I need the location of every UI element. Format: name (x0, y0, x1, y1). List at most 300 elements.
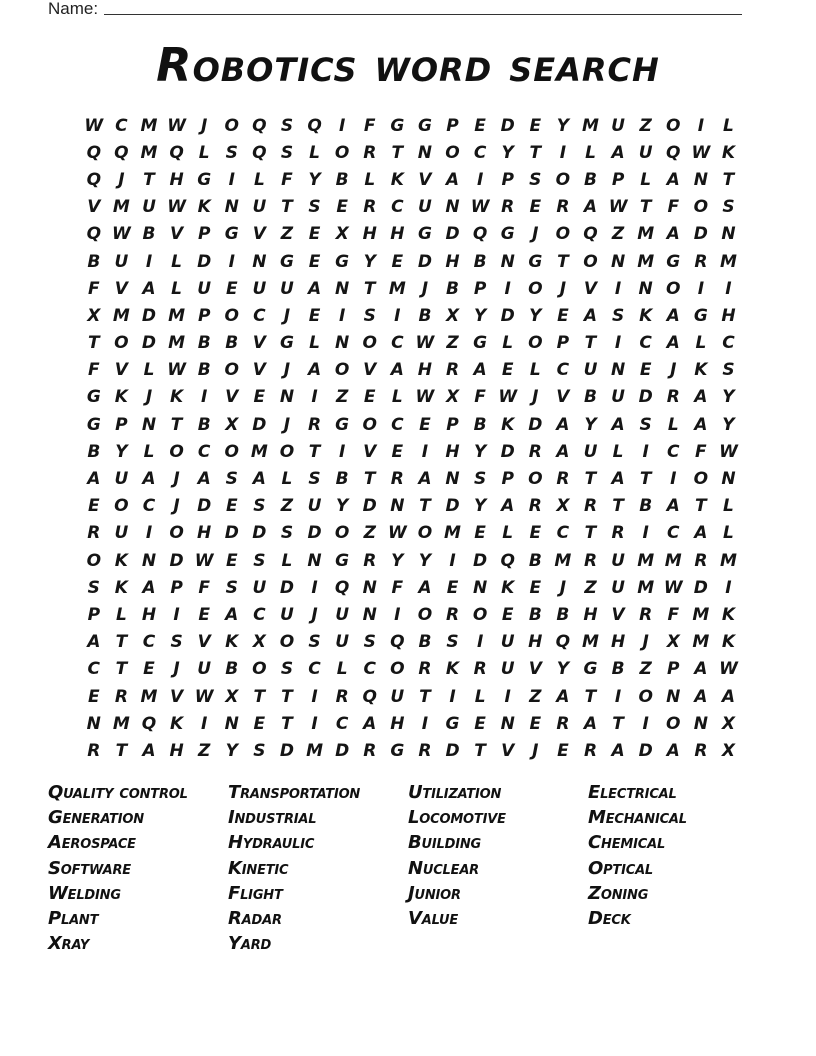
grid-letter: D (638, 740, 653, 761)
grid-letter: V (501, 740, 515, 761)
grid-letter: B (197, 333, 211, 354)
grid-letter: W (167, 197, 186, 218)
grid-letter: Z (280, 496, 294, 517)
grid-letter: B (225, 333, 239, 354)
grid-letter: C (197, 441, 211, 462)
grid-letter: M (250, 441, 268, 462)
grid-letter: C (308, 659, 321, 680)
grid-letter: I (725, 278, 732, 299)
grid-letter: L (695, 333, 707, 354)
grid-letter: D (335, 740, 350, 761)
grid-letter: R (445, 360, 460, 381)
grid-letter: V (197, 632, 211, 653)
grid-letter: D (279, 577, 295, 598)
grid-letter: U (611, 577, 625, 598)
grid-letter: K (445, 659, 460, 680)
word-item: Junior (408, 882, 461, 904)
grid-letter: I (394, 604, 401, 625)
grid-letter: O (528, 333, 543, 354)
grid-letter: M (637, 550, 655, 571)
grid-letter: I (311, 686, 318, 707)
grid-letter: L (281, 550, 293, 571)
grid-letter: S (308, 469, 321, 490)
grid-letter: G (197, 169, 212, 190)
grid-letter: V (363, 441, 377, 462)
grid-letter: X (721, 740, 735, 761)
grid-letter: O (279, 632, 295, 653)
grid-letter: E (529, 577, 542, 598)
grid-letter: N (335, 333, 350, 354)
grid-letter: F (667, 197, 680, 218)
word-item: Industrial (228, 807, 317, 829)
grid-letter: Y (529, 305, 542, 326)
grid-letter: C (335, 713, 349, 734)
grid-letter: W (112, 224, 131, 245)
grid-letter: W (691, 142, 711, 163)
grid-letter: K (225, 632, 239, 653)
grid-letter: V (169, 224, 184, 245)
grid-letter: B (528, 604, 542, 625)
grid-row (80, 656, 744, 683)
grid-letter: P (501, 169, 514, 190)
grid-letter: I (311, 387, 318, 408)
grid-letter: D (197, 251, 212, 272)
grid-letter: S (253, 550, 266, 571)
grid-letter: A (611, 142, 625, 163)
grid-letter: A (694, 387, 708, 408)
grid-letter: X (225, 686, 239, 707)
grid-letter: E (529, 713, 542, 734)
grid-letter: M (582, 115, 599, 136)
grid-letter: K (501, 414, 515, 435)
grid-letter: J (532, 224, 539, 245)
grid-letter: U (114, 251, 129, 272)
grid-letter: J (201, 115, 208, 136)
word-item: Yard (228, 933, 272, 955)
grid-letter: S (722, 360, 735, 381)
grid-letter: B (611, 659, 625, 680)
grid-letter: Y (722, 387, 735, 408)
grid-letter: M (692, 604, 710, 625)
grid-letter: I (421, 713, 429, 734)
grid-letter: T (363, 278, 376, 299)
grid-letter: N (693, 713, 708, 734)
grid-letter: G (445, 713, 460, 734)
grid-row (80, 710, 744, 737)
grid-letter: X (445, 387, 460, 408)
word-item: Aerospace (48, 832, 136, 854)
grid-row (80, 601, 744, 628)
grid-letter: D (528, 414, 543, 435)
grid-letter: G (500, 224, 515, 245)
grid-letter: Q (141, 713, 157, 734)
grid-letter: Q (252, 115, 267, 136)
grid-letter: Y (722, 414, 735, 435)
grid-letter: R (694, 251, 708, 272)
grid-letter: T (529, 142, 542, 163)
grid-letter: M (637, 577, 655, 598)
grid-letter: C (253, 305, 266, 326)
grid-letter: A (363, 713, 377, 734)
grid-letter: P (446, 414, 459, 435)
grid-letter: U (611, 387, 625, 408)
grid-letter: A (583, 197, 598, 218)
grid-letter: U (583, 441, 598, 462)
grid-row (80, 357, 744, 384)
grid-letter: Z (446, 333, 459, 354)
grid-letter: Y (391, 550, 404, 571)
grid-letter: T (281, 197, 293, 218)
grid-letter: C (556, 360, 570, 381)
grid-letter: V (556, 387, 570, 408)
grid-letter: J (311, 604, 318, 625)
grid-letter: R (528, 441, 542, 462)
grid-letter: Q (666, 142, 681, 163)
grid-letter: B (584, 169, 597, 190)
grid-letter: A (556, 686, 570, 707)
grid-letter: A (142, 740, 156, 761)
grid-letter: A (142, 278, 156, 299)
grid-letter: A (307, 278, 322, 299)
grid-letter: S (280, 115, 294, 136)
grid-letter: Z (335, 387, 349, 408)
grid-letter: L (612, 441, 624, 462)
grid-letter: D (197, 496, 212, 517)
grid-letter: P (170, 577, 183, 598)
grid-letter: A (694, 659, 708, 680)
grid-letter: C (391, 414, 404, 435)
grid-letter: N (638, 278, 653, 299)
grid-letter: W (167, 115, 186, 136)
grid-letter: D (362, 496, 377, 517)
grid-letter: B (528, 550, 542, 571)
grid-letter: B (335, 169, 349, 190)
word-item: Xray (48, 933, 90, 955)
grid-letter: T (391, 142, 404, 163)
grid-letter: I (201, 387, 208, 408)
grid-letter: E (336, 197, 348, 218)
grid-letter: R (666, 387, 680, 408)
grid-letter: O (390, 659, 405, 680)
grid-row (80, 139, 744, 166)
grid-letter: A (666, 496, 680, 517)
grid-letter: R (611, 523, 625, 544)
grid-letter: H (362, 224, 377, 245)
word-item: Zoning (588, 882, 649, 904)
grid-letter: T (281, 686, 293, 707)
grid-letter: K (721, 632, 736, 653)
grid-letter: H (721, 305, 736, 326)
grid-letter: S (280, 142, 294, 163)
grid-letter: W (470, 197, 490, 218)
grid-letter: I (725, 577, 732, 598)
grid-letter: I (504, 278, 511, 299)
grid-letter: C (363, 659, 376, 680)
grid-letter: G (86, 414, 101, 435)
grid-letter: I (697, 278, 705, 299)
grid-letter: G (417, 115, 432, 136)
grid-letter: C (473, 142, 487, 163)
grid-letter: I (476, 632, 484, 653)
grid-letter: B (87, 251, 101, 272)
grid-letter: R (308, 414, 322, 435)
grid-letter: W (387, 523, 407, 544)
grid-letter: R (363, 142, 377, 163)
grid-letter: O (583, 251, 598, 272)
grid-letter: J (642, 632, 649, 653)
grid-letter: O (114, 333, 129, 354)
grid-letter: Z (198, 740, 211, 761)
grid-letter: D (141, 333, 157, 354)
grid-letter: D (417, 251, 432, 272)
grid-letter: N (362, 604, 377, 625)
grid-letter: P (87, 604, 101, 625)
grid-letter: A (197, 469, 211, 490)
grid-letter: E (529, 197, 542, 218)
grid-letter: L (143, 441, 155, 462)
grid-letter: I (228, 169, 235, 190)
grid-letter: L (723, 523, 734, 544)
grid-letter: O (528, 469, 543, 490)
grid-letter: S (611, 305, 625, 326)
grid-letter: V (363, 360, 377, 381)
grid-letter: E (529, 115, 542, 136)
grid-letter: U (197, 278, 212, 299)
word-item: Value (408, 907, 459, 929)
name-blank-line (104, 14, 742, 15)
grid-letter: B (142, 224, 156, 245)
grid-letter: E (363, 387, 376, 408)
grid-letter: D (693, 577, 708, 598)
grid-letter: T (253, 686, 266, 707)
grid-letter: W (194, 686, 214, 707)
grid-letter: Y (584, 414, 597, 435)
grid-letter: A (445, 169, 460, 190)
word-item: Deck (588, 907, 631, 929)
grid-letter: U (307, 496, 322, 517)
grid-letter: O (224, 441, 239, 462)
grid-letter: N (721, 469, 736, 490)
grid-letter: Y (473, 496, 487, 517)
grid-letter: R (418, 740, 432, 761)
grid-letter: W (608, 197, 628, 218)
grid-letter: O (334, 142, 350, 163)
page-title: Robotics word search (156, 38, 660, 92)
grid-letter: G (666, 251, 681, 272)
grid-letter: O (417, 604, 433, 625)
grid-letter: T (115, 740, 128, 761)
grid-letter: L (474, 686, 486, 707)
grid-letter: G (86, 387, 101, 408)
grid-letter: G (473, 333, 488, 354)
grid-letter: E (391, 441, 404, 462)
grid-letter: F (198, 577, 210, 598)
grid-letter: I (338, 441, 346, 462)
grid-letter: T (115, 632, 128, 653)
grid-letter: T (639, 469, 652, 490)
grid-letter: A (611, 414, 625, 435)
grid-letter: I (697, 115, 705, 136)
grid-letter: G (417, 224, 432, 245)
word-item: Chemical (588, 832, 666, 854)
grid-letter: F (87, 278, 100, 299)
grid-letter: C (253, 604, 266, 625)
grid-letter: I (311, 713, 318, 734)
grid-letter: M (140, 142, 158, 163)
grid-letter: E (198, 604, 210, 625)
grid-letter: E (253, 387, 266, 408)
grid-letter: T (584, 333, 597, 354)
grid-letter: R (583, 550, 598, 571)
grid-letter: Z (639, 115, 652, 136)
grid-row (80, 275, 744, 302)
grid-letter: N (362, 577, 377, 598)
grid-letter: B (87, 441, 101, 462)
grid-letter: S (253, 496, 266, 517)
grid-letter: J (559, 278, 567, 299)
grid-letter: T (722, 169, 735, 190)
grid-letter: P (667, 659, 680, 680)
word-column (408, 780, 588, 956)
grid-letter: B (584, 387, 597, 408)
grid-letter: I (145, 523, 153, 544)
grid-letter: O (114, 496, 129, 517)
grid-letter: V (252, 360, 266, 381)
grid-letter: M (140, 686, 158, 707)
grid-letter: I (145, 251, 153, 272)
grid-letter: U (611, 550, 625, 571)
grid-letter: O (693, 469, 709, 490)
grid-letter: A (694, 414, 708, 435)
grid-row (80, 520, 744, 547)
grid-letter: S (308, 632, 321, 653)
letter-grid (80, 112, 744, 765)
grid-letter: E (501, 360, 514, 381)
grid-letter: R (583, 740, 598, 761)
grid-letter: A (694, 523, 708, 544)
grid-letter: A (556, 441, 570, 462)
grid-letter: I (228, 251, 235, 272)
grid-letter: C (142, 632, 156, 653)
grid-letter: R (639, 604, 653, 625)
grid-letter: V (252, 333, 266, 354)
grid-letter: R (390, 469, 404, 490)
grid-letter: M (306, 740, 323, 761)
grid-letter: N (335, 278, 350, 299)
grid-row (80, 629, 744, 656)
grid-letter: L (336, 659, 348, 680)
grid-letter: E (474, 523, 486, 544)
grid-letter: E (225, 278, 238, 299)
grid-letter: N (610, 360, 626, 381)
grid-letter: D (500, 305, 515, 326)
grid-letter: M (719, 550, 737, 571)
grid-row (80, 330, 744, 357)
grid-letter: R (583, 496, 598, 517)
grid-letter: D (252, 523, 267, 544)
grid-letter: N (721, 224, 736, 245)
grid-letter: Y (556, 115, 570, 136)
grid-letter: Y (225, 740, 238, 761)
grid-row (80, 574, 744, 601)
grid-letter: A (583, 305, 598, 326)
grid-letter: V (418, 169, 432, 190)
grid-letter: I (642, 523, 649, 544)
word-item: Electrical (588, 782, 677, 803)
grid-letter: O (169, 523, 184, 544)
grid-row (80, 683, 744, 710)
grid-letter: N (224, 713, 239, 734)
grid-letter: V (169, 686, 184, 707)
grid-letter: X (445, 305, 460, 326)
grid-letter: O (279, 441, 295, 462)
grid-letter: O (666, 115, 681, 136)
word-column (228, 780, 408, 956)
grid-letter: K (721, 142, 736, 163)
grid-letter: L (364, 169, 376, 190)
grid-letter: N (86, 713, 101, 734)
grid-letter: L (723, 496, 734, 517)
grid-letter: R (473, 659, 487, 680)
grid-letter: N (224, 197, 239, 218)
grid-letter: A (611, 740, 625, 761)
grid-letter: I (311, 577, 318, 598)
grid-letter: Q (334, 577, 350, 598)
grid-letter: D (224, 523, 239, 544)
grid-letter: I (614, 333, 622, 354)
grid-letter: T (612, 496, 624, 517)
grid-letter: L (143, 360, 155, 381)
grid-letter: F (474, 387, 486, 408)
word-item: Utilization (408, 782, 502, 803)
word-item: Transportation (228, 782, 361, 803)
grid-letter: I (642, 441, 649, 462)
grid-letter: N (666, 686, 681, 707)
grid-letter: E (308, 224, 321, 245)
grid-row (80, 194, 744, 221)
grid-letter: V (611, 604, 625, 625)
grid-letter: S (363, 305, 376, 326)
grid-letter: L (391, 387, 403, 408)
grid-row (80, 493, 744, 520)
grid-letter: R (335, 686, 349, 707)
word-item: Quality control (48, 782, 188, 803)
grid-letter: E (225, 496, 238, 517)
grid-letter: I (394, 305, 401, 326)
grid-letter: E (501, 604, 514, 625)
grid-letter: K (114, 577, 128, 598)
grid-letter: Y (335, 496, 349, 517)
grid-letter: C (556, 523, 570, 544)
grid-letter: M (637, 224, 655, 245)
grid-letter: T (584, 523, 597, 544)
grid-letter: T (612, 713, 624, 734)
grid-letter: V (583, 278, 598, 299)
grid-letter: G (279, 333, 294, 354)
grid-letter: K (169, 713, 184, 734)
grid-letter: I (449, 686, 456, 707)
grid-letter: T (695, 496, 707, 517)
grid-letter: S (308, 197, 321, 218)
grid-letter: M (388, 278, 406, 299)
grid-letter: T (584, 686, 597, 707)
grid-letter: E (87, 686, 100, 707)
grid-letter: J (173, 659, 180, 680)
grid-letter: P (556, 333, 570, 354)
grid-letter: N (610, 251, 626, 272)
grid-letter: G (583, 659, 598, 680)
grid-letter: Q (86, 169, 102, 190)
